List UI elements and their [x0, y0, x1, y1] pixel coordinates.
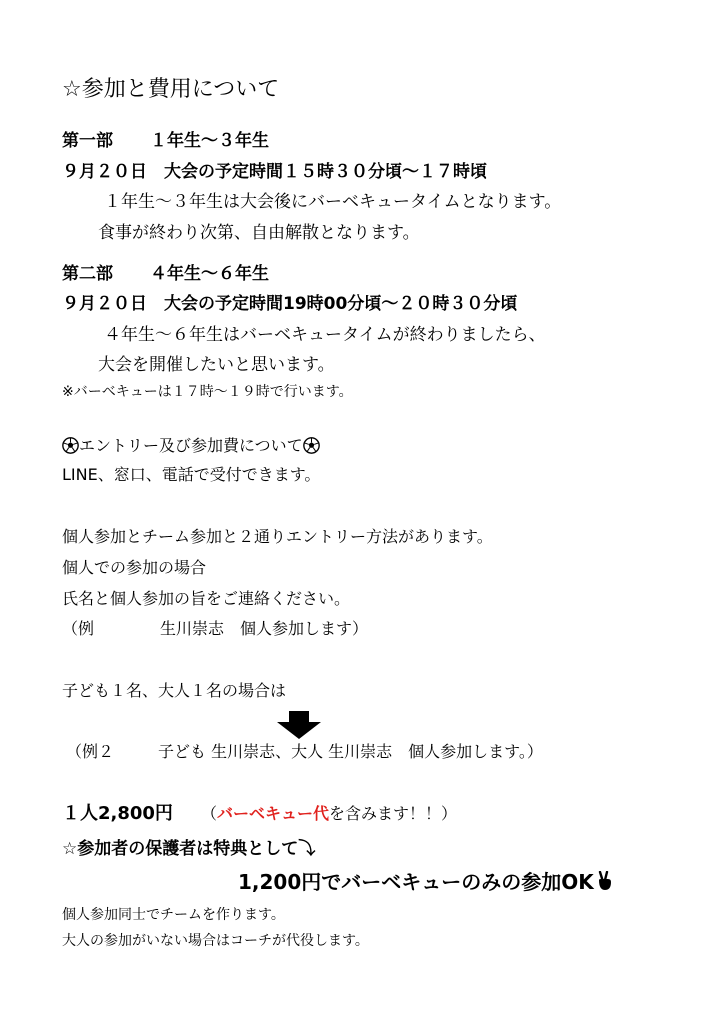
part2-heading-grades: ４年生～６年生 [150, 264, 269, 284]
individual-instruction: 氏名と個人参加の旨をご連絡ください。 [62, 589, 351, 608]
guardian-price-row [238, 866, 614, 895]
entry-channels: LINE、窓口、電話で受付できます。 [62, 465, 321, 484]
fee-price: １人2,800円 [62, 803, 173, 824]
part1-schedule: ９月２０日 大会の予定時間１５時３０分頃～１７時頃 [62, 162, 487, 182]
guardian-benefit: ☆参加者の保護者は特典として⤵ [62, 839, 316, 859]
fee-paren-rest: を含みます！！） [328, 804, 457, 823]
victory-hand-icon [596, 871, 614, 891]
fee-row [62, 799, 457, 825]
fee-paren-open: （ [200, 804, 217, 823]
part1-note-line2: 食事が終わり次第、自由解散となります。 [98, 223, 420, 243]
child-adult-case: 子ども１名、大人１名の場合は [62, 681, 287, 700]
down-arrow-icon [277, 711, 321, 739]
bbq-time-note: ※バーベキューは１７時～１９時で行います。 [62, 384, 353, 400]
coach-note: 大人の参加がいない場合はコーチが代役します。 [62, 933, 369, 949]
example2-prefix: （例２ [66, 742, 115, 761]
part2-note-line1: ４年生～６年生はバーベキュータイムが終わりましたら、 [104, 325, 546, 345]
part2-note-line2: 大会を開催したいと思います。 [98, 355, 335, 375]
guardian-price: 1,200円でバーベキューのみの参加OK [238, 870, 594, 894]
part2-heading-label: 第二部 [62, 264, 113, 284]
part1-heading-label: 第一部 [62, 131, 113, 151]
example1-prefix: （例 [62, 619, 95, 638]
page-title: ☆参加と費用について [62, 77, 280, 102]
part1-heading-grades: １年生～３年生 [150, 131, 269, 151]
part2-schedule: ９月２０日 大会の予定時間19時00分頃～２０時３０分頃 [62, 294, 518, 314]
individual-case: 個人での参加の場合 [62, 558, 207, 577]
entry-heading: エントリー及び参加費について [79, 436, 303, 455]
soccer-ball-icon [303, 437, 320, 454]
example1-text: 生川崇志 個人参加します） [160, 619, 369, 638]
team-note: 個人参加同士でチームを作ります。 [62, 907, 285, 923]
example2-text: 子ども 生川崇志、大人 生川崇志 個人参加します。） [158, 742, 543, 761]
bbq-fee-highlight: バーベキュー代 [216, 804, 329, 823]
soccer-ball-icon [62, 437, 79, 454]
entry-heading-row [62, 433, 320, 456]
entry-methods: 個人参加とチーム参加と２通りエントリー方法があります。 [62, 527, 493, 546]
part1-note-line1: １年生～３年生は大会後にバーベキュータイムとなります。 [104, 192, 562, 212]
